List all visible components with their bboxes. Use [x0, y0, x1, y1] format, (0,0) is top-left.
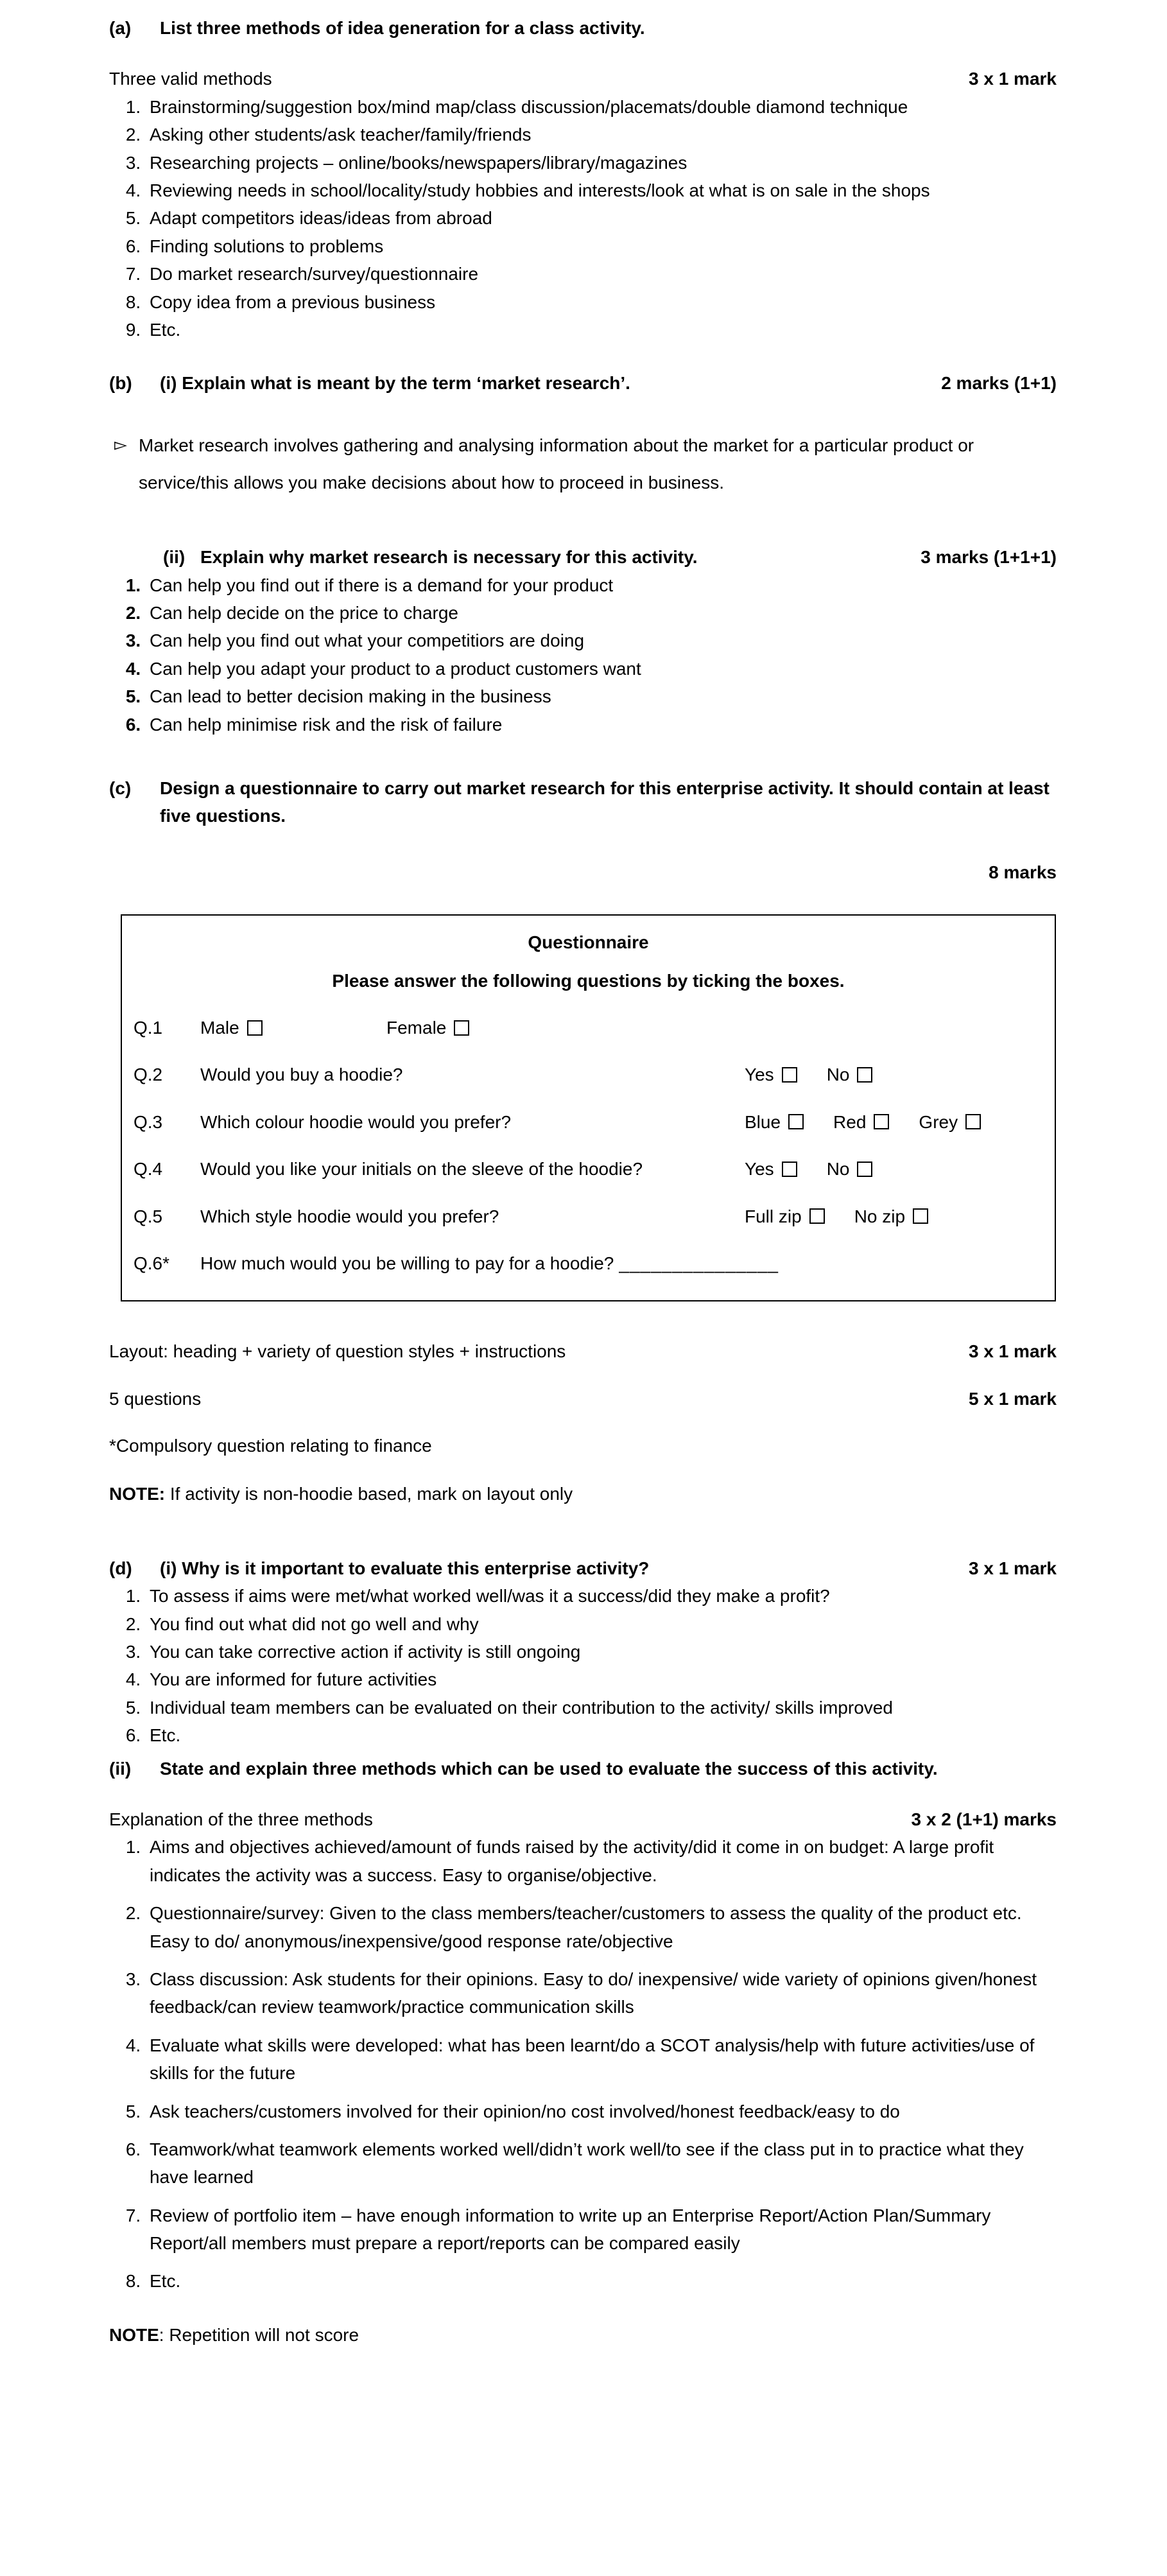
- note-label: NOTE: [109, 2324, 159, 2345]
- option-yes: [745, 1061, 797, 1088]
- section-b-ii-heading-text: Explain why market research is necessary for this activity.: [200, 547, 698, 568]
- option-label: Red: [833, 1111, 867, 1132]
- question-options: [745, 1203, 928, 1230]
- question-text: Which style hoodie would you prefer?: [200, 1206, 499, 1226]
- questionnaire-box: [121, 914, 1056, 1301]
- list-item: 3. Can help you find out what your competitiors are doing: [146, 627, 1057, 654]
- list-item: 1. To assess if aims were met/what worked well/was it a success/did they make a profit?: [146, 1582, 1057, 1610]
- explanation-text: Explanation of the three methods: [109, 1809, 373, 1829]
- checkbox-icon: [965, 1114, 981, 1129]
- section-b-label: (b): [109, 373, 132, 394]
- option-label: Full zip: [745, 1206, 802, 1226]
- section-d-ii-heading: [109, 1755, 1057, 1782]
- list-item: 1. Aims and objectives achieved/amount of funds raised by the activity/did it come in on budget: A large profit indicates the activity was a success. Easy to organise/objective.: [146, 1833, 1057, 1889]
- list-item: 7. Review of portfolio item – have enough information to write up an Enterprise Report/Action Plan/Summary Report/all members must prepare a report/reports can be compared easily: [146, 2202, 1057, 2258]
- list-item: 4. You are informed for future activities: [146, 1666, 1057, 1693]
- list-item: 3. Researching projects – online/books/newspapers/library/magazines: [146, 149, 1057, 177]
- question-number: Q.1: [134, 1017, 163, 1038]
- section-d: [109, 1554, 1057, 2349]
- option-label: No zip: [854, 1206, 906, 1226]
- questionnaire-instructions: Please answer the following questions by ticking the boxes.: [332, 970, 845, 991]
- list-item: 5. Ask teachers/customers involved for their opinion/no cost involved/honest feedback/easy to do: [146, 2098, 1057, 2125]
- section-c: [109, 774, 1057, 1508]
- option-no-zip: [854, 1203, 928, 1230]
- section-b-i-heading: [109, 369, 1057, 397]
- section-a: [109, 14, 1057, 344]
- list-item: 1. Brainstorming/suggestion box/mind map/class discussion/placemats/double diamond technique: [146, 93, 1057, 121]
- questionnaire-title: Questionnaire: [528, 932, 649, 953]
- non-hoodie-note: [109, 1480, 1057, 1508]
- market-research-definition: [109, 427, 1057, 503]
- question-text-label: How much would you be willing to pay for a hoodie?: [200, 1253, 614, 1273]
- question-text: Which colour hoodie would you prefer?: [200, 1111, 512, 1132]
- option-label: Grey: [919, 1111, 958, 1132]
- section-a-marks-row: [109, 65, 1057, 92]
- section-d-label: (d): [109, 1558, 132, 1578]
- checkbox-icon: [788, 1114, 804, 1129]
- list-item: 2. Questionnaire/survey: Given to the class members/teacher/customers to assess the quality of the product etc. Easy to do/ anonymous/inexpensive/good response rate/objective: [146, 1899, 1057, 1955]
- repetition-note: [109, 2321, 1057, 2349]
- list-item: 6. Teamwork/what teamwork elements worked well/didn’t work well/to see if the class put in to practice what they have learned: [146, 2136, 1057, 2191]
- layout-marks: 3 x 1 mark: [969, 1341, 1057, 1362]
- option-label: Female: [386, 1017, 447, 1038]
- questionnaire-row-q5: [122, 1203, 1055, 1230]
- question-options: [745, 1108, 981, 1136]
- idea-generation-list: [109, 93, 1057, 344]
- five-questions-marks: 5 x 1 mark: [969, 1388, 1057, 1409]
- note-text: If activity is non-hoodie based, mark on layout only: [165, 1484, 573, 1504]
- checkbox-icon: [913, 1208, 928, 1224]
- question-number: Q.5: [134, 1206, 163, 1226]
- list-item: 3. Class discussion: Ask students for their opinions. Easy to do/ inexpensive/ wide variety of opinions given/honest feedback/can review teamwork/practice communication skills: [146, 1965, 1057, 2021]
- option-female: [386, 1014, 469, 1041]
- option-no: [827, 1061, 873, 1088]
- market-research-reasons-list: [109, 571, 1057, 738]
- question-text: Would you like your initials on the sleeve of the hoodie?: [200, 1159, 643, 1179]
- section-b-ii-marks: 3 marks (1+1+1): [921, 547, 1057, 568]
- option-label: No: [826, 1159, 850, 1179]
- section-d-i-marks: 3 x 1 mark: [969, 1558, 1057, 1578]
- section-b-ii-label: (ii): [163, 547, 186, 568]
- list-item: 8. Etc.: [146, 2267, 1057, 2295]
- list-item: 9. Etc.: [146, 316, 1057, 344]
- option-blue: [745, 1108, 804, 1136]
- section-c-marks: 8 marks: [989, 862, 1057, 882]
- question-number: Q.6*: [134, 1253, 170, 1273]
- option-label: Yes: [745, 1065, 774, 1085]
- question-text: [200, 1249, 779, 1277]
- layout-criteria-text: Layout: heading + variety of question styles + instructions: [109, 1341, 566, 1362]
- list-item: 1. Can help you find out if there is a demand for your product: [146, 571, 1057, 599]
- list-item: 5. Individual team members can be evaluated on their contribution to the activity/ skills improved: [146, 1694, 1057, 1721]
- question-number: Q.2: [134, 1065, 163, 1085]
- question-number: Q.4: [134, 1159, 163, 1179]
- option-red: [833, 1108, 889, 1136]
- checkbox-icon: [247, 1020, 263, 1036]
- option-label: Blue: [745, 1111, 781, 1132]
- list-item: 2. You find out what did not go well and why: [146, 1610, 1057, 1638]
- section-b-i-heading-text: (i) Explain what is meant by the term ‘market research’.: [160, 373, 630, 394]
- section-a-heading-text: List three methods of idea generation for a class activity.: [160, 18, 645, 38]
- list-item: 4. Can help you adapt your product to a product customers want: [146, 655, 1057, 683]
- section-b-i-marks: 2 marks (1+1): [941, 373, 1057, 394]
- list-item: 4. Evaluate what skills were developed: what has been learnt/do a SCOT analysis/help with future activities/use of skills for the future: [146, 2032, 1057, 2087]
- questionnaire-row-q1: [122, 1014, 1055, 1041]
- checkbox-icon: [857, 1067, 872, 1083]
- question-number: Q.3: [134, 1111, 163, 1132]
- list-item: 6. Can help minimise risk and the risk of failure: [146, 711, 1057, 738]
- five-questions-marks-row: [109, 1385, 1057, 1413]
- option-yes: [745, 1155, 797, 1183]
- answer-blank-line: _______________: [619, 1253, 779, 1273]
- section-b-ii-heading: [163, 543, 1057, 571]
- list-item: 5. Adapt competitors ideas/ideas from abroad: [146, 204, 1057, 232]
- section-c-heading-text: Design a questionnaire to carry out market research for this enterprise activity. It should contain at least five questions.: [160, 778, 1050, 826]
- section-c-heading: [109, 774, 1057, 830]
- section-b: [109, 369, 1057, 738]
- option-male: [200, 1014, 386, 1041]
- compulsory-question-note: *Compulsory question relating to finance: [109, 1436, 432, 1456]
- list-item: 7. Do market research/survey/questionnaire: [146, 260, 1057, 288]
- section-d-ii-label: (ii): [109, 1758, 132, 1779]
- evaluation-methods-list: [109, 1833, 1057, 2295]
- question-text: Would you buy a hoodie?: [200, 1065, 403, 1085]
- note-label: NOTE:: [109, 1484, 166, 1504]
- section-d-i-heading: [109, 1554, 1057, 1582]
- option-no: [827, 1155, 873, 1183]
- section-a-marks: 3 x 1 mark: [969, 69, 1057, 89]
- explanation-marks-row: [109, 1806, 1057, 1833]
- list-item: 6. Finding solutions to problems: [146, 232, 1057, 260]
- section-a-intro: Three valid methods: [109, 69, 272, 89]
- questionnaire-row-q3: [122, 1108, 1055, 1136]
- section-c-label: (c): [109, 778, 132, 799]
- section-a-label: (a): [109, 18, 132, 38]
- arrowhead-bullet-icon: ▻: [114, 434, 127, 454]
- checkbox-icon: [874, 1114, 889, 1129]
- list-item: 2. Can help decide on the price to charge: [146, 599, 1057, 627]
- checkbox-icon: [782, 1162, 797, 1177]
- note-text: : Repetition will not score: [159, 2324, 359, 2345]
- questionnaire-row-q2: [122, 1061, 1055, 1088]
- list-item: 8. Copy idea from a previous business: [146, 288, 1057, 316]
- checkbox-icon: [809, 1208, 825, 1224]
- checkbox-icon: [454, 1020, 469, 1036]
- explanation-marks: 3 x 2 (1+1) marks: [911, 1809, 1057, 1829]
- section-d-i-heading-text: (i) Why is it important to evaluate this enterprise activity?: [160, 1558, 650, 1578]
- option-label: No: [826, 1065, 850, 1085]
- checkbox-icon: [782, 1067, 797, 1083]
- section-d-ii-heading-text: State and explain three methods which can be used to evaluate the success of this activity.: [160, 1758, 938, 1779]
- definition-text: Market research involves gathering and analysing information about the market for a particular product or service/this allows you make decisions about how to proceed in business.: [139, 435, 974, 493]
- questionnaire-row-q4: [122, 1155, 1055, 1183]
- question-options: [745, 1061, 872, 1088]
- five-questions-text: 5 questions: [109, 1388, 202, 1409]
- question-options: [745, 1155, 872, 1183]
- layout-marks-row: [109, 1337, 1057, 1365]
- option-full-zip: [745, 1203, 825, 1230]
- option-label: Yes: [745, 1159, 774, 1179]
- evaluation-importance-list: [109, 1582, 1057, 1749]
- list-item: 4. Reviewing needs in school/locality/study hobbies and interests/look at what is on sale in the shops: [146, 177, 1057, 204]
- option-label: Male: [200, 1017, 239, 1038]
- list-item: 5. Can lead to better decision making in the business: [146, 683, 1057, 710]
- option-grey: [919, 1108, 981, 1136]
- checkbox-icon: [857, 1162, 872, 1177]
- section-a-heading: [109, 14, 1057, 42]
- list-item: 2. Asking other students/ask teacher/family/friends: [146, 121, 1057, 148]
- questionnaire-row-q6: [122, 1249, 1055, 1277]
- list-item: 3. You can take corrective action if activity is still ongoing: [146, 1638, 1057, 1666]
- list-item: 6. Etc.: [146, 1721, 1057, 1749]
